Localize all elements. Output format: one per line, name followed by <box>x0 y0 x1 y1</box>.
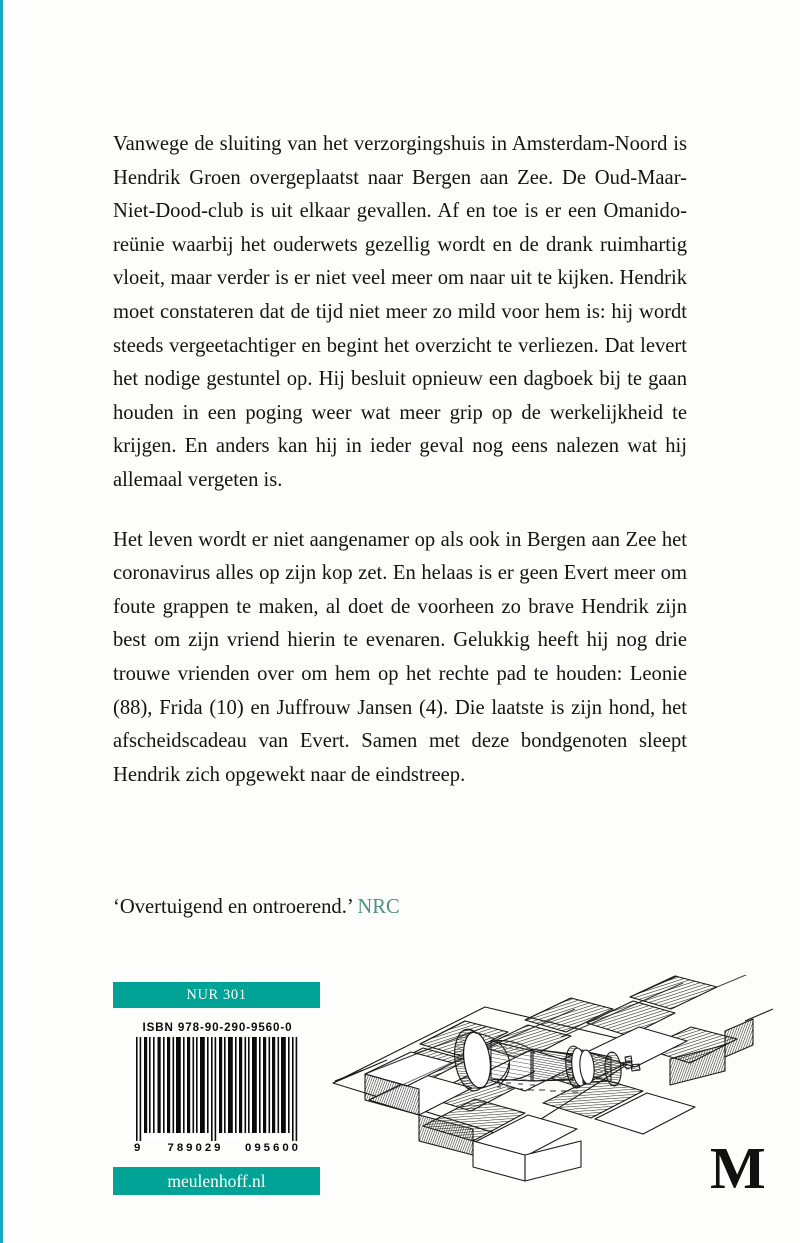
nur-banner: NUR 301 <box>113 982 320 1008</box>
blurb-text-block <box>113 128 687 792</box>
publisher-website-banner: meulenhoff.nl <box>113 1167 320 1195</box>
review-quote <box>113 893 687 921</box>
publisher-logo-m: M <box>710 1135 765 1201</box>
blurb-paragraph-1: Vanwege de sluiting van het verzorgingshuis in Amsterdam-Noord is Hendrik Groen overgeplaatst naar Bergen aan Zee. De Oud-Maar-Niet-Dood-club is uit elkaar gevallen. Af en toe is er een Omanido-reünie waarbij het ouderwets gezellig wordt en de drank ruimhartig vloeit, maar verder is er niet veel meer om naar uit te kijken. Hendrik moet constateren dat de tijd niet meer zo mild voor hem is: hij wordt steeds vergeetachtiger en begint het overzicht te verliezen. Dat levert het nodige gestuntel op. Hij besluit opnieuw een dagboek bij te gaan houden in een poging weer wat meer grip op de werkelijkheid te krijgen. En anders kan hij in ieder geval nog eens nalezen wat hij allemaal vergeten is. <box>113 133 687 491</box>
isbn-text: ISBN 978-90-290-9560-0 <box>142 1021 293 1034</box>
review-quote-text: ‘Overtuigend en ontroerend.’ <box>113 896 358 918</box>
spine-edge-strip <box>0 0 3 1243</box>
barcode-digit-group-right: 095600 <box>244 1142 301 1154</box>
review-quote-source: NRC <box>357 896 400 918</box>
chessboard-with-fallen-king-illustration <box>325 975 775 1195</box>
blurb-paragraph-2: Het leven wordt er niet aangenamer op als ook in Bergen aan Zee het coronavirus alles op zijn kop zet. En helaas is er geen Evert meer om foute grappen te maken, al doet de voorheen zo brave Hendrik zijn best om zijn vriend hierin te evenaren. Gelukkig heeft hij nog drie trouwe vrienden over om hem op het rechte pad te houden: Leonie (88), Frida (10) en Juffrouw Jansen (4). Die laatste is zijn hond, het afscheidscadeau van Evert. Samen met deze bondgenoten sleept Hendrik zich opgewekt naar de eindstreep. <box>113 528 687 786</box>
barcode-bars <box>134 1037 301 1141</box>
barcode-digit-lead: 9 <box>134 1142 141 1154</box>
barcode-block <box>134 1021 301 1154</box>
barcode-digit-group-left: 789029 <box>167 1142 224 1154</box>
barcode-digits <box>134 1142 301 1154</box>
